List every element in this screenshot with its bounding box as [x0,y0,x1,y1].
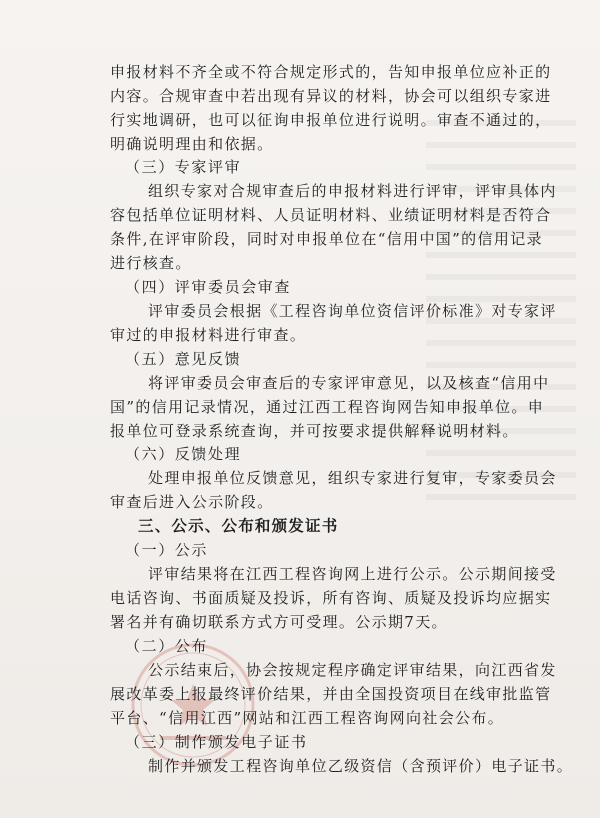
body-text-line: 展改革委上报最终评价结果，并由全国投资项目在线审批监管 [110,685,552,703]
section-subheading: （二）公布 [125,637,209,655]
body-text-line: 署名并有确切联系方式方可受理。公示期7天。 [110,613,448,631]
section-subheading: （六）反馈处理 [125,445,242,463]
section-subheading: （五）意见反馈 [125,350,242,368]
body-text-line: 报单位可登录系统查询，并可按要求提供解释说明材料。 [110,422,519,440]
body-text-line: 条件,在评审阶段，同时对申报单位在“信用中国”的信用记录 [110,230,543,248]
body-text-line: 公示结束后，协会按规定程序确定评审结果，向江西省发 [148,661,557,679]
body-text-line: 平台、“信用江西”网站和江西工程咨询网向社会公布。 [110,709,505,727]
body-text-line: 进行核查。 [110,254,192,272]
section-subheading: （三）制作颁发电子证书 [125,733,308,751]
body-text-line: 容包括单位证明材料、人员证明材料、业绩证明材料是否符合 [110,206,552,224]
body-text-line: 评审结果将在江西工程咨询网上进行公示。公示期间接受 [148,565,557,583]
section-subheading: （四）评审委员会审查 [125,278,292,296]
section-subheading: （一）公示 [125,541,209,559]
body-text-line: 审查后进入公示阶段。 [110,493,274,511]
body-text-line: 内容。合规审查中若出现有异议的材料，协会可以组织专家进 [110,87,552,105]
section-subheading: （三）专家评审 [125,158,242,176]
body-text-line: 国”的信用记录情况，通过江西工程咨询网告知申报单位。申 [110,398,545,416]
body-text-line: 申报材料不齐全或不符合规定形式的，告知申报单位应补正的 [110,63,552,81]
body-text-line: 电话咨询、书面质疑及投诉，所有咨询、质疑及投诉均应据实 [110,589,552,607]
body-text-line: 制作并颁发工程咨询单位乙级资信（含预评价）电子证书。 [148,757,574,775]
body-text-line: 处理申报单位反馈意见，组织专家进行复审，专家委员会 [148,469,557,487]
body-text-line: 将评审委员会审查后的专家评审意见，以及核查“信用中 [148,374,550,392]
body-text-line: 组织专家对合规审查后的申报材料进行评审，评审具体内 [148,182,557,200]
section-heading: 三、公示、公布和颁发证书 [138,517,339,535]
body-text-line: 审过的申报材料进行审查。 [110,326,307,344]
body-text-line: 明确说明理由和依据。 [110,135,274,153]
body-text-line: 行实地调研，也可以征询申报单位进行说明。审查不通过的， [110,111,552,129]
body-text-line: 评审委员会根据《工程咨询单位资信评价标准》对专家评 [148,302,557,320]
